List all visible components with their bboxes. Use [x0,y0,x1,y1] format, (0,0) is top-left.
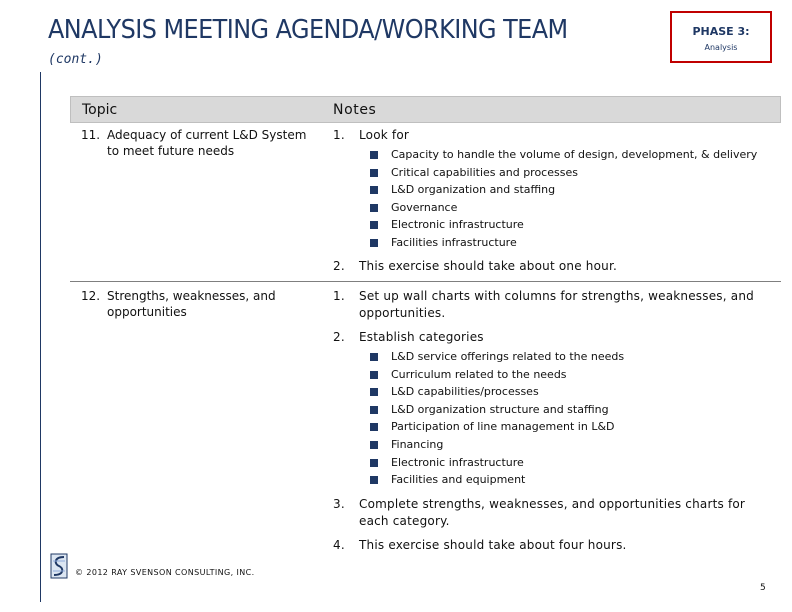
bullet-text: Electronic infrastructure [391,455,524,469]
bullet-text: Financing [391,437,444,451]
topic-number: 11. [81,128,101,142]
table-row [70,282,781,552]
topic-number: 12. [81,289,101,303]
square-bullet-icon [370,371,378,379]
page-title: ANALYSIS MEETING AGENDA/WORKING TEAM [48,15,568,45]
bullet-text: L&D organization structure and staffing [391,402,609,416]
phase-title: PHASE 3: [692,25,750,38]
copyright-text: © 2012 RAY SVENSON CONSULTING, INC. [75,568,255,577]
list-item [370,216,781,234]
list-item [370,164,781,182]
bullet-text: L&D organization and staffing [391,183,556,197]
topic-text: Strengths, weaknesses, and [107,289,276,303]
square-bullet-icon [370,406,378,414]
column-header-notes: Notes [333,102,377,118]
note-text: Establish categories [359,330,484,344]
square-bullet-icon [370,169,378,177]
bullet-text: L&D capabilities/processes [391,385,539,399]
note-number: 1. [333,289,345,303]
page-number: 5 [760,583,766,593]
note-number: 1. [333,128,345,142]
phase-box [670,11,772,63]
square-bullet-icon [370,151,378,159]
square-bullet-icon [370,476,378,484]
square-bullet-icon [370,353,378,361]
note-number: 2. [333,258,345,273]
notes-cell [322,288,781,552]
bullet-text: Curriculum related to the needs [391,367,567,381]
list-item [370,454,781,472]
column-header-topic: Topic [82,102,118,118]
list-item [370,383,781,401]
note-text: Set up wall charts with columns for strengths, weaknesses, and opportunities. [359,289,754,320]
list-item [370,471,781,489]
list-item [370,418,781,436]
bullet-text: Facilities and equipment [391,473,526,487]
bullet-text: Participation of line management in L&D [391,420,615,434]
note-item [322,288,781,322]
square-bullet-icon [370,221,378,229]
note-item [322,258,781,275]
list-item [370,366,781,384]
bullet-list [370,348,781,489]
note-number: 3. [333,496,345,511]
note-number: 4. [333,537,345,552]
square-bullet-icon [370,186,378,194]
bullet-text: Electronic infrastructure [391,218,524,232]
agenda-table [70,96,781,552]
note-text: Look for [359,128,410,142]
bullet-text: L&D service offerings related to the needs [391,350,625,363]
list-item [370,146,781,164]
svenson-logo-icon [50,553,68,579]
topic-text: Adequacy of current L&D System [107,128,307,142]
topic-text: opportunities [107,305,187,319]
topic-cell [70,288,322,552]
note-number: 2. [333,330,345,344]
bullet-list [370,146,781,252]
list-item [370,436,781,454]
note-item [322,127,781,144]
note-text: This exercise should take about one hour. [359,258,618,273]
bullet-text: Capacity to handle the volume of design, development, & delivery [391,148,758,161]
bullet-text: Critical capabilities and processes [391,165,578,179]
note-text: Complete strengths, weaknesses, and opportunities charts for each category. [359,496,746,528]
topic-cell [70,127,322,281]
topic-text: to meet future needs [107,144,235,158]
square-bullet-icon [370,204,378,212]
note-item [322,537,781,554]
phase-label: Analysis [704,43,738,52]
list-item [370,348,781,366]
page-subtitle: (cont.) [48,52,103,67]
note-item [322,496,781,530]
list-item [370,199,781,217]
bullet-text: Facilities infrastructure [391,235,517,249]
bullet-text: Governance [391,200,458,214]
note-item [322,329,781,346]
table-header [70,96,781,123]
square-bullet-icon [370,459,378,467]
note-text: This exercise should take about four hours. [359,537,627,552]
square-bullet-icon [370,423,378,431]
notes-cell [322,127,781,281]
list-item [370,234,781,252]
square-bullet-icon [370,239,378,247]
list-item [370,181,781,199]
table-row [70,123,781,282]
square-bullet-icon [370,441,378,449]
square-bullet-icon [370,388,378,396]
left-rule [40,72,41,602]
list-item [370,401,781,419]
